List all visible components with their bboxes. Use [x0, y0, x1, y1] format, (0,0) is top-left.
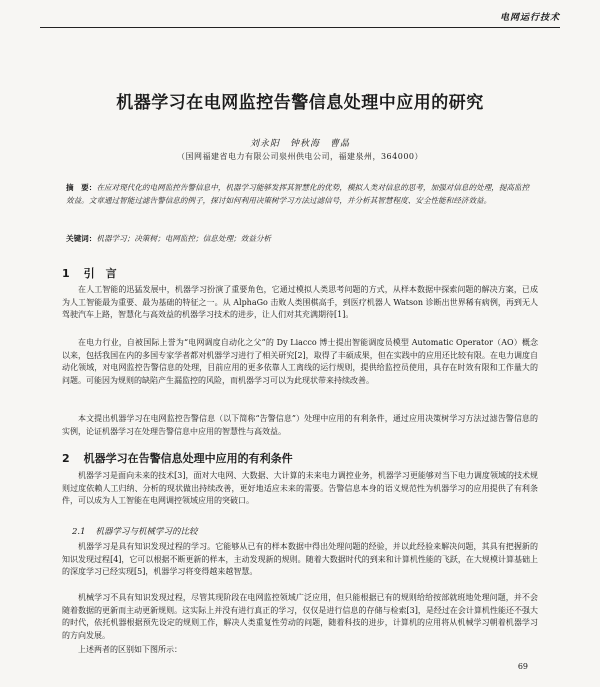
affiliation: （国网福建省电力有限公司泉州供电公司，福建泉州，364000） — [176, 152, 424, 161]
subsection-paragraph: 上述两者的区别如下图所示： — [78, 645, 182, 654]
abstract — [66, 181, 534, 207]
subsection-paragraph: 机械学习不具有知识发现过程，尽管其现阶段在电网监控领域广泛应用，但只能根据已有的规则给给按部就班地处理问题，并不会随着数据的更新而主动更新规则。这实际上并没有进行真正的学习，仅仅是进行信息的存储与检索[3]，是经过在会计算机性能还不强大的时代，依托机器根据预先设定的规则工作，解决人类重复性劳动的问题，随着科技的进步，计算机的应用将从机械学习朝着机器学习的方向发展。 — [62, 593, 538, 640]
section-1-paragraph: 在人工智能的迅猛发展中，机器学习扮演了重要角色，它通过模拟人类思考问题的方式，从样本数据中探索问题的解决方案，已成为人工智能最为重要、最为基础的特征之一。从 AlphaGo 击败人类围棋高手，到医疗机器人 Watson 诊断出世界稀有病例，再到无人驾驶汽车上路，智慧化与高效益的机器学习技术的进步，让人们对其充满期待[1]。 — [62, 285, 538, 320]
subsection-2-1-heading — [72, 525, 198, 537]
abstract-label: 摘 要： — [66, 183, 97, 192]
section-1-paragraph: 本文提出机器学习在电网监控告警信息（以下简称“告警信息”）处理中应用的有利条件，通过应用决策树学习方法过滤告警信息的实例，论证机器学习在处理告警信息中应用的智慧性与高效益。 — [62, 414, 538, 436]
paper-title: 机器学习在电网监控告警信息处理中应用的研究 — [116, 93, 484, 113]
section-2-heading — [62, 450, 293, 466]
section-1-heading — [62, 265, 117, 281]
page-number: 69 — [517, 662, 528, 671]
section-1-number: 1 — [62, 267, 70, 280]
authors: 刘永阳 钟秋海 曹晶 — [249, 139, 350, 149]
keywords-text: 机器学习；决策树；电网监控；信息处理；效益分析 — [96, 234, 272, 243]
subsection-paragraph: 机器学习是具有知识发现过程的学习。它能够从已有的样本数据中得出处理问题的经验，并以此经验来解决问题，其具有把握新的知识发现过程[4]，它可以根据不断更新的样本，主动发现新的规则。随着大数据时代的到来和计算机性能的飞跃，在大规模计算基础上的深度学习已经实现[5]，机器学习将变得越来越智慧。 — [62, 542, 538, 577]
keywords-label: 关键词： — [66, 234, 97, 243]
header-rule — [40, 27, 560, 28]
keywords — [66, 233, 534, 244]
subsection-title: 机器学习与机械学习的比较 — [95, 527, 198, 537]
section-2-paragraph: 机器学习是面向未来的技术[3]，面对大电网、大数据、大计算的未来电力调控业务，机器学习更能够对当下电力调度领域的技术规则过度依赖人工归纳、分析的现状做出持续改善，更好地适应未来的需要。告警信息本身的语义规范性为机器学习的应用提供了有利条件，可以成为人工智能在电网调控领域应用的突破口。 — [62, 471, 538, 506]
journal-section-label: 电网运行技术 — [499, 13, 560, 23]
section-2-number: 2 — [62, 452, 70, 465]
section-2-title: 机器学习在告警信息处理中应用的有利条件 — [83, 452, 293, 465]
section-1-paragraph: 在电力行业，自被国际上誉为“电网调度自动化之父”的 Dy Liacco 博士提出智能调度员模型 Automatic Operator（AO）概念以来，包括我国在内的多国专家学者都对机器学习进行了相关研究[2]，取得了丰硕成果，但在实践中的应用还比较有限。在电力调度自动化领域，对电网监控告警信息的处理，目前应用的更多依靠人工离线的运行规则，提供给监控员使用，具存在时效有限和工作量大的问题。可能因为规则的缺陷产生漏监控的风险，而机器学习可以为此现状带来持续改善。 — [62, 338, 538, 385]
abstract-text: 在应对现代化的电网监控告警信息中，机器学习能够发挥其智慧化的优势，模拟人类对信息的思考，加强对信息的处理，提高监控效益。文章通过智能过滤告警信息的例子，探讨如何利用决策树学习方法过滤信号，并分析其智慧程度、安全性能和经济效益。 — [66, 183, 530, 205]
subsection-number: 2.1 — [72, 527, 86, 537]
section-1-title: 引 言 — [83, 267, 117, 280]
